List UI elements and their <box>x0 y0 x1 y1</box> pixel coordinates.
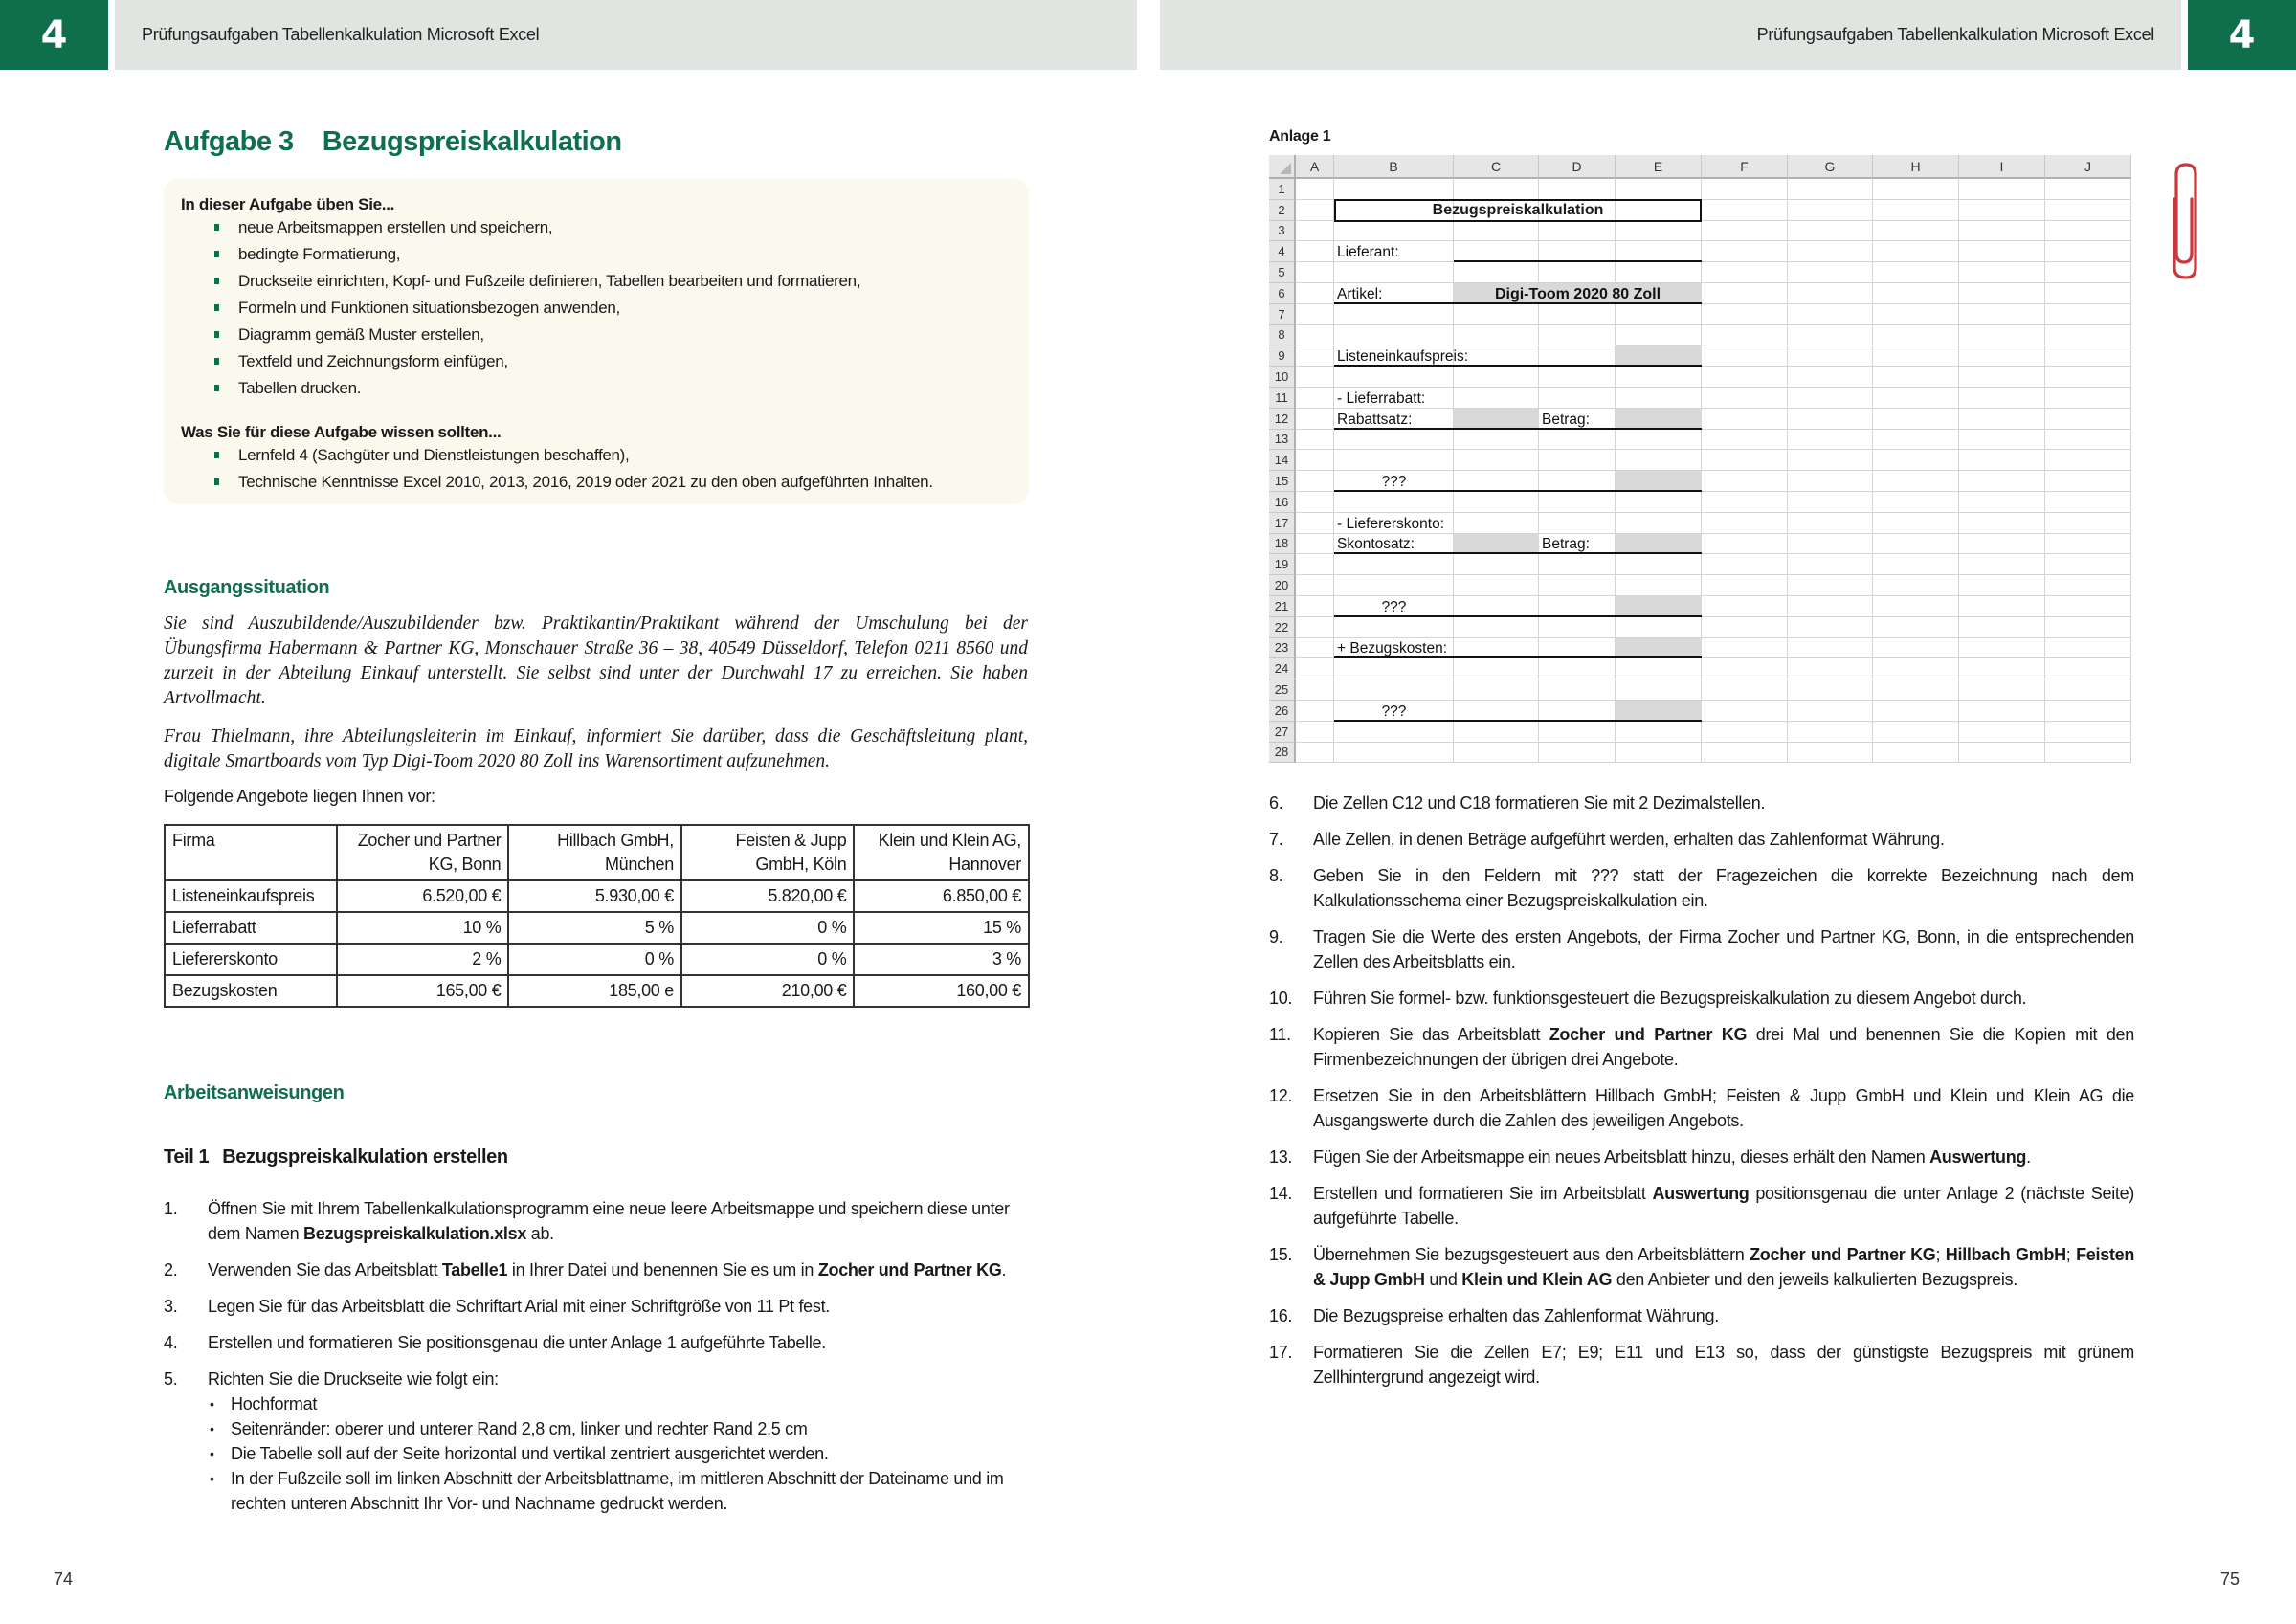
step-subitem: • In der Fußzeile soll im linken Abschnitt der Arbeitsblattname, im mittleren Abschnitt der Dateiname und im rechten unteren Abschnitt Ihr Vor- und Nachname gedruckt werden. <box>231 1466 1030 1516</box>
step-fragment: Richten Sie die Druckseite wie folgt ein: <box>208 1369 499 1389</box>
step-number: 10. <box>1269 989 1293 1008</box>
gridline-horizontal <box>1296 282 2131 283</box>
task-label: Aufgabe 3 <box>164 126 294 157</box>
practice-heading: In dieser Aufgabe üben Sie... <box>181 195 395 213</box>
instruction-step <box>164 1257 1030 1282</box>
row-header: 13 <box>1269 430 1296 451</box>
column-header-f: F <box>1702 155 1788 179</box>
column-header-h: H <box>1873 155 1959 179</box>
instruction-step <box>1269 1303 2134 1328</box>
step-number: 6. <box>1269 793 1283 812</box>
gridline-vertical <box>2130 179 2131 763</box>
cell-d18: Betrag: <box>1542 536 1590 553</box>
offers-value: 6.520,00 € <box>337 880 509 912</box>
offers-row-label: Listeneinkaufspreis <box>165 880 337 912</box>
step-subitem: • Hochformat <box>231 1391 1030 1416</box>
offers-value: 0 % <box>681 912 855 944</box>
step-emphasis: Zocher und Partner KG <box>1750 1245 1936 1264</box>
step-text <box>208 1199 1010 1243</box>
row-header: 24 <box>1269 658 1296 679</box>
step-fragment: Erstellen und formatieren Sie positionsgenau die unter Anlage 1 aufgeführte Tabelle. <box>208 1333 826 1352</box>
header-line: Hannover <box>948 855 1021 874</box>
step-number: 13. <box>1269 1147 1293 1167</box>
offers-row-label: Lieferrabatt <box>165 912 337 944</box>
row-header: 11 <box>1269 388 1296 409</box>
instruction-step <box>164 1196 1030 1246</box>
step-fragment: Führen Sie formel- bzw. funktionsgesteuert die Bezugspreiskalkulation zu diesem Angebot durch. <box>1313 989 2027 1008</box>
cell-b17: - Liefererskonto: <box>1337 515 1444 532</box>
row-header: 19 <box>1269 554 1296 575</box>
practice-item: Druckseite einrichten, Kopf- und Fußzeile definieren, Tabellen bearbeiten und formatieren, <box>238 268 1014 295</box>
practice-item: bedingte Formatierung, <box>238 241 1014 268</box>
step-text <box>1313 793 1765 812</box>
row-header: 10 <box>1269 367 1296 388</box>
step-text <box>1313 866 2134 910</box>
gridline-vertical <box>1538 179 1539 763</box>
practice-item: Diagramm gemäß Muster erstellen, <box>238 322 1014 348</box>
offers-intro: Folgende Angebote liegen Ihnen vor: <box>164 787 435 806</box>
step-emphasis: Tabelle1 <box>441 1260 508 1279</box>
practice-item: neue Arbeitsmappen erstellen und speichern, <box>238 214 1014 241</box>
step-emphasis: Zocher und Partner KG <box>1549 1025 1748 1044</box>
step-emphasis: Auswertung <box>1929 1147 2027 1167</box>
header-line <box>172 853 329 877</box>
situation-paragraph-1: Sie sind Auszubildende/Auszubildender bzw. Praktikantin/Praktikant während der Umschulung bei der Übungsfirma Habermann & Partner KG, Monschauer Straße 36 – 38, 40549 Düsseldorf, Telefon 0211 8560 und zurzeit in der Abteilung Einkauf unterstellt. Sie selbst sind unter der Durchwahl 17 zu erreichen. Sie haben Artvollmacht. <box>164 613 1028 708</box>
learning-goals-box <box>164 179 1029 504</box>
offers-header-row <box>165 825 1029 880</box>
gridline-horizontal <box>1296 324 2131 325</box>
step-fragment: Erstellen und formatieren Sie im Arbeitsblatt <box>1313 1184 1653 1203</box>
offers-row <box>165 975 1029 1007</box>
cell-b18: Skontosatz: <box>1337 536 1415 553</box>
shaded-cell <box>1616 471 1702 492</box>
practice-item: Textfeld und Zeichnungsform einfügen, <box>238 348 1014 375</box>
step-emphasis: Klein und Klein AG <box>1461 1270 1613 1289</box>
step-number: 1. <box>164 1199 178 1218</box>
cell-b21: ??? <box>1381 598 1407 615</box>
gridline-horizontal <box>1296 574 2131 575</box>
row-header: 3 <box>1269 221 1296 242</box>
instruction-step <box>1269 1022 2134 1072</box>
step-fragment: Alle Zellen, in denen Beträge aufgeführt werden, erhalten das Zahlenformat Währung. <box>1313 830 1945 849</box>
instruction-step <box>1269 790 2134 815</box>
chapter-number-right: 4 <box>2188 0 2296 70</box>
offers-value: 5 % <box>508 912 681 944</box>
header-line: Firma <box>172 831 215 850</box>
row-header: 1 <box>1269 179 1296 200</box>
row-header: 17 <box>1269 513 1296 534</box>
cell-d12: Betrag: <box>1542 411 1590 428</box>
step-number: 16. <box>1269 1306 1293 1325</box>
step-sublist <box>208 1391 1030 1516</box>
cell-b11: - Lieferrabatt: <box>1337 389 1426 407</box>
part-label: Teil 1 <box>164 1146 210 1168</box>
column-header-a: A <box>1296 155 1334 179</box>
column-header-d: D <box>1539 155 1616 179</box>
running-head-left-text: Prüfungsaufgaben Tabellenkalkulation Microsoft Excel <box>142 25 540 44</box>
row-header: 2 <box>1269 200 1296 221</box>
shaded-cell <box>1616 345 1702 367</box>
shaded-cell <box>1616 596 1702 617</box>
step-emphasis: Auswertung <box>1652 1184 1750 1203</box>
row-header: 20 <box>1269 575 1296 596</box>
step-subitem: • Seitenränder: oberer und unterer Rand 2,8 cm, linker und rechter Rand 2,5 cm <box>231 1416 1030 1441</box>
running-head-right <box>1160 0 2181 70</box>
row-header: 22 <box>1269 617 1296 638</box>
gridline-vertical <box>1958 179 1959 763</box>
step-fragment: positionsgenau die unter Anlage 2 (nächste Seite) aufgeführte Tabelle. <box>1313 1184 2134 1228</box>
cell-b23: + Bezugskosten: <box>1337 640 1448 657</box>
offers-row-label: Liefererskonto <box>165 944 337 975</box>
header-line: Feisten & Jupp <box>735 831 847 850</box>
offers-value: 165,00 € <box>337 975 509 1007</box>
shaded-cell <box>1616 534 1702 555</box>
step-fragment: Formatieren Sie die Zellen E7; E9; E11 und E13 so, dass der günstigste Bezugspreis mit grünem Zellhintergrund angezeigt wird. <box>1313 1343 2134 1387</box>
offers-value: 3 % <box>854 944 1029 975</box>
step-text <box>1313 1147 2031 1167</box>
step-text <box>208 1260 1006 1279</box>
row-header: 12 <box>1269 409 1296 430</box>
instruction-step <box>164 1367 1030 1516</box>
instructions-heading: Arbeitsanweisungen <box>164 1082 345 1103</box>
step-text <box>1313 989 2026 1008</box>
offers-header-cell <box>337 825 509 880</box>
step-fragment: Verwenden Sie das Arbeitsblatt <box>208 1260 442 1279</box>
step-number: 8. <box>1269 866 1283 885</box>
step-fragment: . <box>1001 1260 1007 1279</box>
step-text <box>1313 1343 2134 1387</box>
header-line: KG, Bonn <box>428 855 502 874</box>
shaded-cell <box>1454 409 1539 430</box>
running-head-left <box>115 0 1137 70</box>
offers-value: 0 % <box>508 944 681 975</box>
step-number: 12. <box>1269 1086 1293 1105</box>
row-header: 27 <box>1269 722 1296 743</box>
step-fragment: und <box>1424 1270 1462 1289</box>
practice-item: Tabellen drucken. <box>238 375 1014 402</box>
cell-b26: ??? <box>1381 702 1407 720</box>
knowledge-heading: Was Sie für diese Aufgabe wissen sollten... <box>181 423 502 441</box>
row-header: 26 <box>1269 701 1296 722</box>
sheet-title: Bezugspreiskalkulation <box>1334 199 1702 222</box>
gridline-horizontal <box>1296 762 2131 763</box>
header-line: Klein und Klein AG, <box>878 831 1021 850</box>
offers-value: 160,00 € <box>854 975 1029 1007</box>
offers-value: 10 % <box>337 912 509 944</box>
column-header-g: G <box>1788 155 1873 179</box>
step-fragment: Ersetzen Sie in den Arbeitsblättern Hillbach GmbH; Feisten & Jupp GmbH und Klein und Klein AG die Ausgangswerte durch die Zahlen des jeweiligen Angebots. <box>1313 1086 2134 1130</box>
header-line: Hillbach GmbH, <box>557 831 674 850</box>
gridline-vertical <box>2044 179 2045 763</box>
step-fragment: Tragen Sie die Werte des ersten Angebots, der Firma Zocher und Partner KG, Bonn, in die entsprechenden Zellen des Arbeitsblatts ein. <box>1313 927 2134 971</box>
instruction-step <box>1269 863 2134 913</box>
spreadsheet-anlage-1 <box>1269 155 2131 763</box>
instruction-step <box>1269 986 2134 1011</box>
cell-b4: Lieferant: <box>1337 244 1399 261</box>
gridline-horizontal <box>1296 742 2131 743</box>
gridline-horizontal <box>1296 240 2131 241</box>
step-fragment: Legen Sie für das Arbeitsblatt die Schriftart Arial mit einer Schriftgröße von 11 Pt fest. <box>208 1297 830 1316</box>
step-text <box>208 1297 830 1316</box>
gridline-horizontal <box>1296 261 2131 262</box>
step-number: 17. <box>1269 1343 1293 1362</box>
step-emphasis: Zocher und Partner KG <box>817 1260 1002 1279</box>
part-title: Bezugspreiskalkulation erstellen <box>222 1146 508 1168</box>
offers-row-label: Bezugskosten <box>165 975 337 1007</box>
offers-row <box>165 880 1029 912</box>
step-fragment: Übernehmen Sie bezugsgesteuert aus den Arbeitsblättern <box>1313 1245 1750 1264</box>
offers-row <box>165 944 1029 975</box>
cell-c6: Digi-Toom 2020 80 Zoll <box>1494 285 1661 302</box>
instruction-step <box>1269 1145 2134 1169</box>
offers-value: 15 % <box>854 912 1029 944</box>
row-header: 14 <box>1269 450 1296 471</box>
shaded-cell <box>1454 534 1539 555</box>
step-fragment: in Ihrer Datei und benennen Sie es um in <box>507 1260 818 1279</box>
part-heading <box>164 1146 508 1168</box>
step-text <box>208 1369 499 1389</box>
step-fragment: Die Bezugspreise erhalten das Zahlenformat Währung. <box>1313 1306 1719 1325</box>
practice-list <box>181 214 1014 402</box>
step-fragment: Geben Sie in den Feldern mit ??? statt der Fragezeichen die korrekte Bezeichnung nach dem Kalkulationsschema einer Bezugspreiskalkulation ein. <box>1313 866 2134 910</box>
step-fragment: drei Mal und benennen Sie die Kopien mit den Firmenbezeichnungen der übrigen drei Angebote. <box>1313 1025 2134 1069</box>
step-fragment: ; <box>2065 1245 2077 1264</box>
step-text <box>1313 927 2134 971</box>
offers-value: 6.850,00 € <box>854 880 1029 912</box>
column-header-b: B <box>1334 155 1454 179</box>
step-text <box>1313 1086 2134 1130</box>
steps-left <box>164 1196 1030 1527</box>
step-text <box>1313 1245 2134 1289</box>
instruction-step <box>1269 1242 2134 1292</box>
offers-header-cell <box>165 825 337 880</box>
offers-value: 210,00 € <box>681 975 855 1007</box>
offers-header-cell <box>508 825 681 880</box>
cell-b12: Rabattsatz: <box>1337 411 1413 428</box>
shaded-cell <box>1616 638 1702 659</box>
page-number-right: 75 <box>2220 1569 2240 1589</box>
gridline-vertical <box>1787 179 1788 763</box>
offers-header-cell <box>681 825 855 880</box>
offers-header-cell <box>854 825 1029 880</box>
step-emphasis: Hillbach GmbH <box>1945 1245 2066 1264</box>
cell-bottom-border <box>1454 260 1702 262</box>
offers-row <box>165 912 1029 944</box>
row-header: 9 <box>1269 345 1296 367</box>
header-line: GmbH, Köln <box>755 855 847 874</box>
row-header: 28 <box>1269 743 1296 764</box>
row-header: 23 <box>1269 638 1296 659</box>
knowledge-list <box>181 442 1014 496</box>
row-header: 21 <box>1269 596 1296 617</box>
step-number: 3. <box>164 1297 178 1316</box>
offers-table <box>164 824 1030 1008</box>
step-number: 4. <box>164 1333 178 1352</box>
header-line: München <box>604 855 674 874</box>
select-all-corner <box>1269 155 1296 179</box>
row-header: 7 <box>1269 304 1296 325</box>
gridline-vertical <box>1872 179 1873 763</box>
step-fragment: . <box>2026 1147 2031 1167</box>
running-head-right-text: Prüfungsaufgaben Tabellenkalkulation Microsoft Excel <box>1756 25 2154 44</box>
instruction-step <box>1269 924 2134 974</box>
step-fragment: ab. <box>526 1224 554 1243</box>
step-fragment: ; <box>1935 1245 1946 1264</box>
step-number: 5. <box>164 1369 178 1389</box>
step-fragment: Öffnen Sie mit Ihrem Tabellenkalkulationsprogramm eine neue leere Arbeitsmappe und speichern diese unter dem Namen <box>208 1199 1010 1243</box>
row-header: 4 <box>1269 241 1296 262</box>
step-text <box>208 1333 826 1352</box>
step-emphasis: Bezugspreiskalkulation.xlsx <box>303 1224 527 1243</box>
header-line: Zocher und Partner <box>357 831 502 850</box>
row-header: 16 <box>1269 492 1296 513</box>
task-name: Bezugspreiskalkulation <box>322 126 622 157</box>
step-number: 15. <box>1269 1245 1293 1264</box>
step-text <box>1313 1306 1719 1325</box>
cell-b6: Artikel: <box>1337 285 1383 302</box>
cell-b9: Listeneinkaufspreis: <box>1337 348 1468 366</box>
paperclip-icon <box>2167 161 2205 280</box>
column-header-e: E <box>1616 155 1702 179</box>
instruction-step <box>1269 827 2134 852</box>
practice-item: Formeln und Funktionen situationsbezogen anwenden, <box>238 295 1014 322</box>
step-number: 11. <box>1269 1025 1291 1044</box>
offers-value: 5.930,00 € <box>508 880 681 912</box>
column-header-i: I <box>1959 155 2045 179</box>
shaded-cell <box>1616 701 1702 722</box>
row-header: 5 <box>1269 262 1296 283</box>
steps-right <box>1269 790 2134 1401</box>
step-number: 2. <box>164 1260 178 1279</box>
instruction-step <box>164 1294 1030 1319</box>
instruction-step <box>1269 1340 2134 1390</box>
offers-value: 0 % <box>681 944 855 975</box>
chapter-number-left: 4 <box>0 0 108 70</box>
step-number: 9. <box>1269 927 1283 946</box>
cell-b15: ??? <box>1381 473 1407 490</box>
step-number: 7. <box>1269 830 1283 849</box>
step-subitem: • Die Tabelle soll auf der Seite horizontal und vertikal zentriert ausgerichtet werden. <box>231 1441 1030 1466</box>
situation-paragraph-2: Frau Thielmann, ihre Abteilungsleiterin im Einkauf, informiert Sie darüber, dass die Geschäftsleitung plant, digitale Smartboards vom Typ Digi-Toom 2020 80 Zoll ins Warensortiment aufzunehmen. <box>164 726 1028 771</box>
situation-heading: Ausgangssituation <box>164 577 330 598</box>
column-header-c: C <box>1454 155 1539 179</box>
row-header: 18 <box>1269 534 1296 555</box>
row-header: 15 <box>1269 471 1296 492</box>
column-header-j: J <box>2045 155 2131 179</box>
task-title <box>164 126 622 158</box>
instruction-step <box>1269 1181 2134 1231</box>
step-fragment: Fügen Sie der Arbeitsmappe ein neues Arbeitsblatt hinzu, dieses erhält den Namen <box>1313 1147 1930 1167</box>
gridline-horizontal <box>1296 449 2131 450</box>
step-text <box>1313 830 1945 849</box>
row-header: 6 <box>1269 283 1296 304</box>
step-fragment: den Anbieter und den jeweils kalkulierten Bezugspreis. <box>1612 1270 2017 1289</box>
row-header: 25 <box>1269 679 1296 701</box>
offers-value: 185,00 e <box>508 975 681 1007</box>
offers-value: 5.820,00 € <box>681 880 855 912</box>
step-fragment: Die Zellen C12 und C18 formatieren Sie mit 2 Dezimalstellen. <box>1313 793 1766 812</box>
offers-value: 2 % <box>337 944 509 975</box>
page-number-left: 74 <box>54 1569 74 1589</box>
knowledge-item: Lernfeld 4 (Sachgüter und Dienstleistungen beschaffen), <box>238 442 1014 469</box>
attachment-label: Anlage 1 <box>1269 128 1331 145</box>
step-emphasis: Feisten & Jupp GmbH <box>1313 1245 2135 1289</box>
instruction-step <box>1269 1083 2134 1133</box>
row-header: 8 <box>1269 325 1296 346</box>
knowledge-item: Technische Kenntnisse Excel 2010, 2013, 2016, 2019 oder 2021 zu den oben aufgeführten Inhalten. <box>238 469 1014 496</box>
step-text <box>1313 1025 2134 1069</box>
instruction-step <box>164 1330 1030 1355</box>
step-text <box>1313 1184 2134 1228</box>
step-number: 14. <box>1269 1184 1293 1203</box>
step-fragment: Kopieren Sie das Arbeitsblatt <box>1313 1025 1549 1044</box>
shaded-cell <box>1616 409 1702 430</box>
